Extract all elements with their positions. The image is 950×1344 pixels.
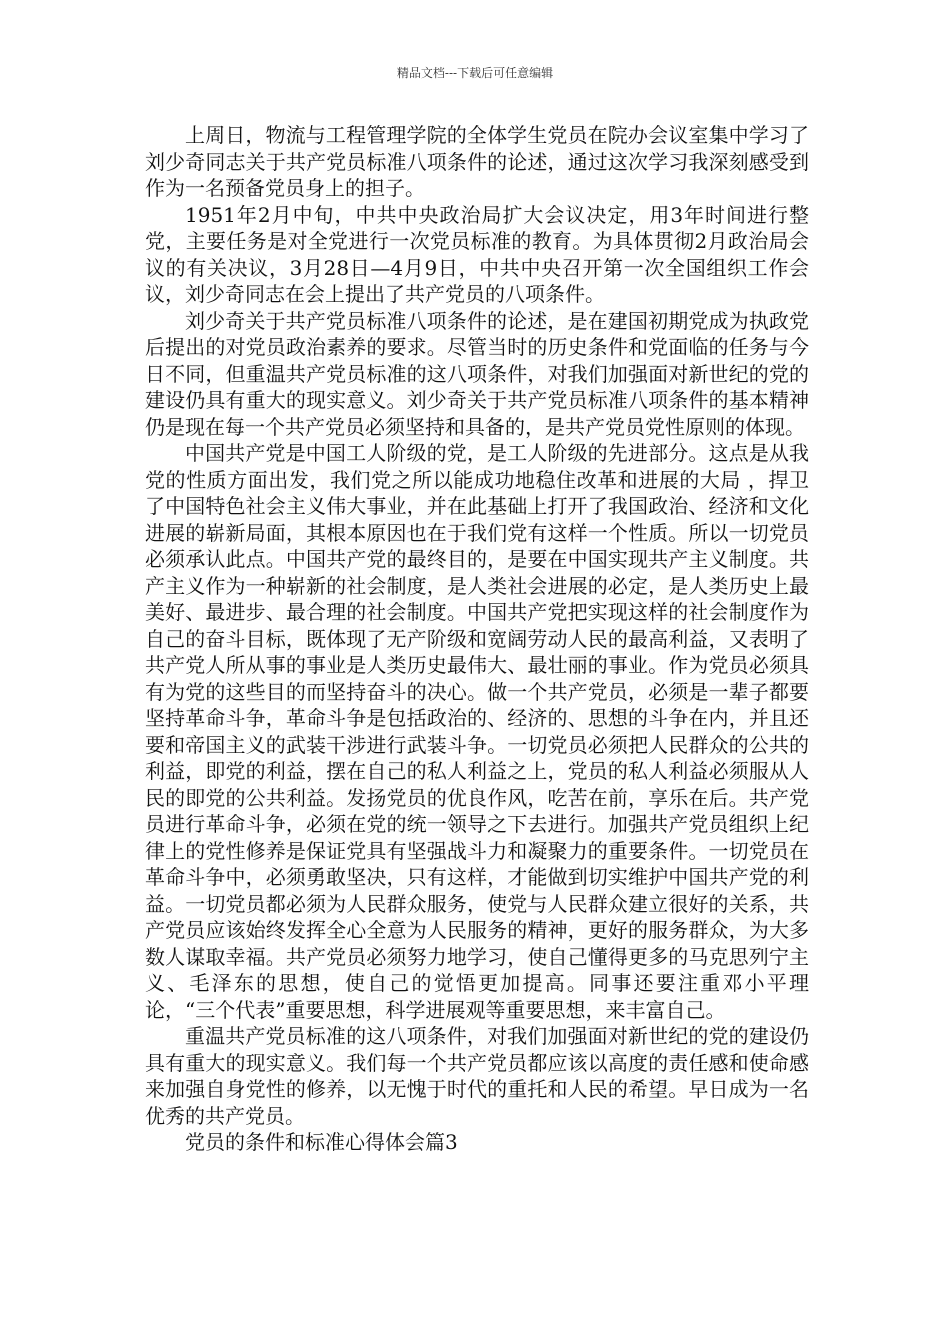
section-heading-part-3: 党员的条件和标准心得体会篇3: [185, 1130, 458, 1154]
paragraph-history: 1951年2月中旬，中共中央政治局扩大会议决定，用3年时间进行整党，主要任务是对全党进行一次党员标准的教育。为具体贯彻2月政治局会议的有关决议，3月28日—4月9日，中共中央召开第一次全国组织工作会议，刘少奇同志在会上提出了共产党员的八项条件。: [145, 202, 809, 306]
paragraph-intro: 上周日，物流与工程管理学院的全体学生党员在院办会议室集中学习了刘少奇同志关于共产党员标准八项条件的论述，通过这次学习我深刻感受到作为一名预备党员身上的担子。: [145, 123, 809, 200]
page-header: 精品文档---下载后可任意编辑: [396, 66, 554, 80]
paragraph-conclusion: 重温共产党员标准的这八项条件，对我们加强面对新世纪的党的建设仍具有重大的现实意义。我们每一个共产党员都应该以高度的责任感和使命感来加强自身党性的修养，以无愧于时代的重托和人民的希望。早日成为一名优秀的共产党员。: [145, 1024, 809, 1128]
paragraph-eight-conditions: 中国共产党是中国工人阶级的党，是工人阶级的先进部分。这点是从我党的性质方面出发，我们党之所以能成功地稳住改革和进展的大局 ，捍卫了中国特色社会主义伟大事业，并在此基础上打开了我国政治、经济和文化进展的崭新局面，其根本原因也在于我们党有这样一个性质。所以一切党员必须承认此点。中国共产党的最终目的，是要在中国实现共产主义制度。共产主义作为一种崭新的社会制度，是人类社会进展的必定，是人类历史上最美好、最进步、最合理的社会制度。中国共产党把实现这样的社会制度作为自己的奋斗目标，既体现了无产阶级和宽阔劳动人民的最高利益，又表明了共产党人所从事的事业是人类历史最伟大、最壮丽的事业。作为党员必须具有为党的这些目的而坚持奋斗的决心。做一个共产党员，必须是一辈子都要坚持革命斗争，革命斗争是包括政治的、经济的、思想的斗争在内，并且还要和帝国主义的武装干涉进行武装斗争。一切党员必须把人民群众的公共的利益，即党的利益，摆在自己的私人利益之上，党员的私人利益必须服从人民的即党的公共利益。发扬党员的优良作风，吃苦在前，享乐在后。共产党员进行革命斗争，必须在党的统一领导之下去进行。加强共产党员组织上纪律上的党性修养是保证党具有坚强战斗力和凝聚力的重要条件。一切党员在革命斗争中，必须勇敢坚决，只有这样，才能做到切实维护中国共产党的利益。一切党员都必须为人民群众服务，使党与人民群众建立很好的关系，共产党员应该始终发挥全心全意为人民服务的精神，更好的服务群众，为大多数人谋取幸福。共产党员必须努力地学习，使自己懂得更多的马克思列宁主义、毛泽东的思想，使自己的觉悟更加提高。同事还要注重邓小平理论，“三个代表”重要思想，科学进展观等重要思想，来丰富自己。: [145, 441, 809, 1022]
paragraph-significance: 刘少奇关于共产党员标准八项条件的论述，是在建国初期党成为执政党后提出的对党员政治素养的要求。尽管当时的历史条件和党面临的任务与今日不同，但重温共产党员标准的这八项条件，对我们加强面对新世纪的党的建设仍具有重大的现实意义。刘少奇关于共产党员标准八项条件的基本精神仍是现在每一个共产党员必须坚持和具备的，是共产党员党性原则的体现。: [145, 308, 809, 439]
document-body: [145, 122, 809, 1156]
